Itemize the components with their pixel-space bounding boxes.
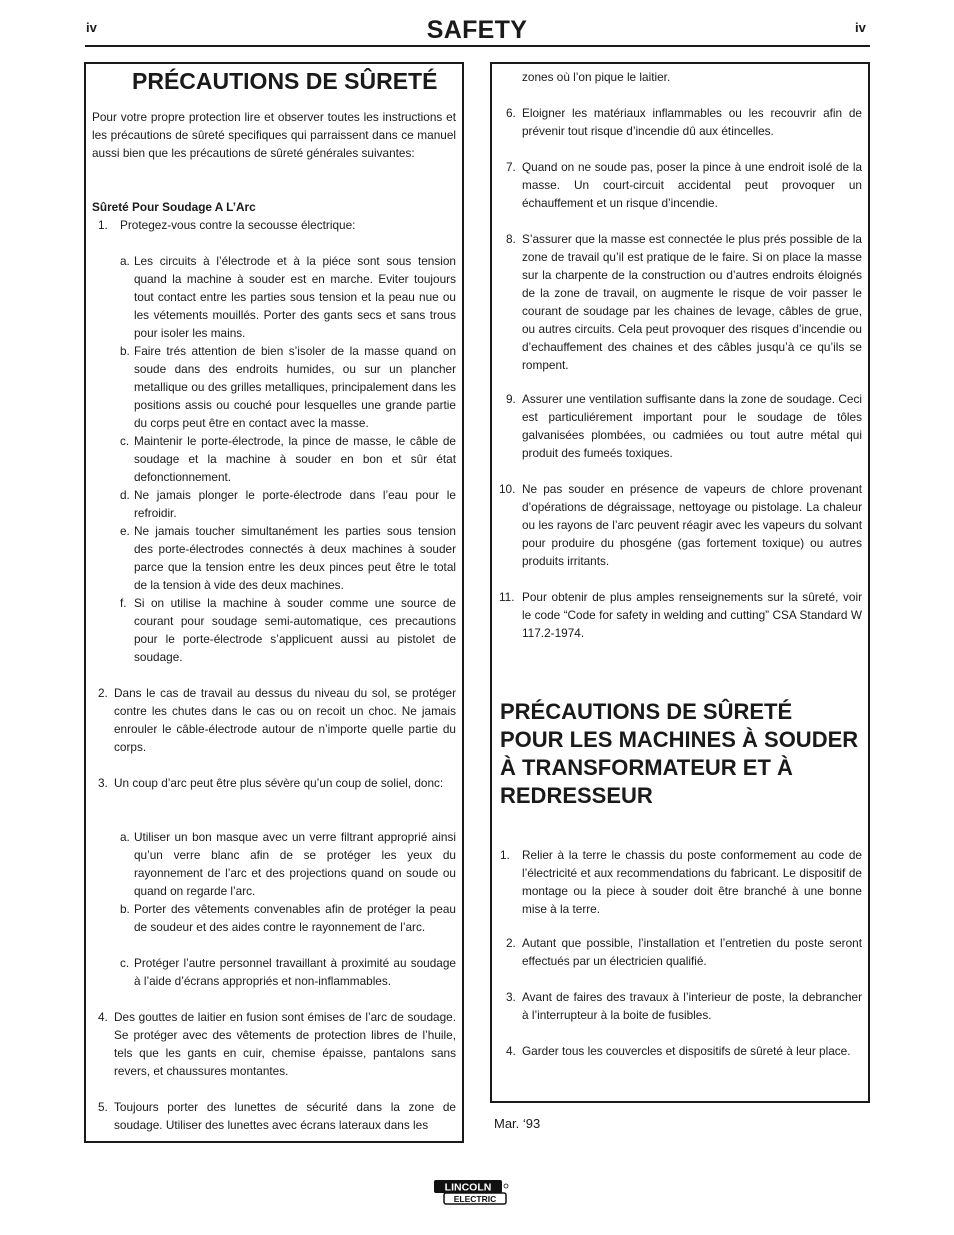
item-text: Toujours porter des lunettes de sécurité dans la zone de soudage. Utiliser des lunettes avec écrans lateraux dans les — [114, 1100, 456, 1132]
arc-welding-subheading: Sûreté Pour Soudage A L’Arc — [92, 200, 256, 214]
item-number: 3. — [98, 776, 108, 790]
item-text: Assurer une ventilation suffisante dans la zone de soudage. Ceci est particuliérement important pour le soudage de tôles galvanisées plombées, ou cadmiées ou tout autre métal qui produit des fumeés toxiques. — [522, 392, 862, 460]
item-text: Quand on ne soude pas, poser la pince à une endroit isolé de la masse. Un court-circuit accidental peut provoquer un échauffement et un risque d’incendie. — [522, 160, 862, 210]
item-letter: d. — [120, 488, 130, 502]
item-text: Protéger l’autre personnel travaillant à proximité au soudage à l’aide d’écrans appropriés et non-inflammables. — [134, 956, 456, 988]
item-text: Porter des vêtements convenables afin de protéger la peau de soudeur et des aides contre le rayonnement de l’arc. — [134, 902, 456, 934]
item-number: 1. — [98, 218, 108, 232]
item-letter: b. — [120, 344, 130, 358]
item-text: Relier à la terre le chassis du poste conformement au code de l’électricité et aux recommendations du fabricant. Le dispositif de montage ou la piece à souder doit être branché à une bonne mise à la terre. — [522, 848, 862, 916]
item-text: Si on utilise la machine à souder comme une source de courant pour soudage semi-automatique, ces precautions pour le porte-électrode s’applicuent aussi au pistolet de soudage. — [134, 596, 456, 664]
right-safety-box — [490, 62, 870, 1103]
item-letter: a. — [120, 830, 130, 844]
header-rule — [85, 45, 870, 47]
item-number: 6. — [506, 106, 516, 120]
item-number: 10. — [499, 482, 516, 496]
revision-date: Mar. ‘93 — [494, 1116, 541, 1131]
intro-paragraph: Pour votre propre protection lire et observer toutes les instructions et les précautions de sûreté specifiques qui parraissent dans ce manuel aussi bien que les précautions de sûreté générales suivantes: — [92, 110, 456, 160]
page-title: SAFETY — [426, 16, 528, 44]
page-number-left: iv — [86, 20, 97, 35]
item-letter: b. — [120, 902, 130, 916]
item-text: Pour obtenir de plus amples renseignements sur la sûreté, voir le code “Code for safety in welding and cutting” CSA Standard W 117.2-1974. — [522, 590, 862, 640]
item-number: 5. — [98, 1100, 108, 1114]
item-text: Des gouttes de laitier en fusion sont émises de l’arc de soudage. Se protéger avec des vêtements de protection libres de l’huile, tels que les gants en cuir, chemise épaisse, pantalons sans revers, et chaussures montantes. — [114, 1010, 456, 1078]
item-text: Ne jamais plonger le porte-électrode dans l’eau pour le refroidir. — [134, 488, 456, 520]
logo-top-text: LINCOLN — [444, 1181, 492, 1194]
right-section-title: PRÉCAUTIONS DE SÛRETÉ POUR LES MACHINES À SOUDER À TRANSFORMATEUR ET À REDRESSEUR — [500, 699, 859, 808]
item-text: Eloigner les matériaux inflammables ou les recouvrir afin de prévenir tout risque d’incendie dû aux étincelles. — [522, 106, 862, 138]
item-number: 9. — [506, 392, 516, 406]
item-text: Protegez-vous contre la secousse électrique: — [120, 218, 356, 232]
item-text: Les circuits à l’électrode et à la piéce sont sous tension quand la machine à souder est en marche. Eviter toujours tout contact entre les parties sous tension et la peau nue ou les vétements mouillés. Porter des gants secs et sans trous pour isoler les mains. — [134, 254, 456, 340]
item-number: 4. — [506, 1044, 516, 1058]
item-number: 3. — [506, 990, 516, 1004]
item-letter: e. — [120, 524, 130, 538]
item-number: 1. — [500, 848, 510, 862]
item-number: 11. — [499, 590, 515, 604]
item-number: 4. — [98, 1010, 108, 1024]
item-number: 7. — [506, 160, 516, 174]
item-letter: a. — [120, 254, 130, 268]
item-text: Autant que possible, l’installation et l’entretien du poste seront effectués par un électricien qualifié. — [522, 936, 862, 968]
item-text: Maintenir le porte-électrode, la pince de masse, le câble de soudage et la machine à souder en bon et sûr état defonctionnement. — [134, 434, 456, 484]
item-5-continuation: zones où l’on pique le laitier. — [522, 70, 671, 84]
item-text: Un coup d’arc peut être plus sévère qu’un coup de soliel, donc: — [114, 776, 444, 790]
item-letter: c. — [120, 956, 130, 970]
logo-bottom-text: ELECTRIC — [453, 1194, 497, 1204]
item-text: Dans le cas de travail au dessus du niveau du sol, se protéger contre les chutes dans le cas ou on recoit un choc. Ne jamais enrouler le câble-électrode autour de n’importe quelle partie du corps. — [114, 686, 456, 754]
item-number: 2. — [98, 686, 108, 700]
page-number-right: iv — [855, 20, 866, 35]
item-number: 2. — [506, 936, 516, 950]
left-section-title: PRÉCAUTIONS DE SÛRETÉ — [132, 68, 438, 94]
item-text: Ne pas souder en présence de vapeurs de chlore provenant d’opérations de dégraissage, nettoyage ou pistolage. La chaleur ou les rayons de l’arc peuvent réagir avec les vapeurs du solvant pour produire du phosgéne (gas fortement toxique) ou autres produits irritants. — [522, 482, 862, 568]
item-text: Avant de faires des travaux à l’interieur de poste, la debrancher à l’interrupteur à la boite de fusibles. — [522, 990, 862, 1022]
item-text: Garder tous les couvercles et dispositifs de sûreté à leur place. — [522, 1044, 851, 1058]
left-safety-box — [84, 62, 464, 1143]
item-text: S’assurer que la masse est connectée le plus prés possible de la zone de travail qu’il est pratique de le faire. Si on place la masse sur la charpente de la construction ou d’autres endroits éloignés de la zone de travail, on augmente le risque de voir passer le courant de soudage par les chaines de levage, câbles de grue, ou autres circuits. Cela peut provoquer des risques d’incendie ou d’echauffement des chaines et des câbles jusqu’à ce qu’ils se rompent. — [522, 232, 862, 372]
lincoln-electric-logo — [433, 1179, 510, 1206]
item-letter: c. — [120, 434, 130, 448]
item-number: 8. — [506, 232, 516, 246]
item-text: Ne jamais toucher simultanément les parties sous tension des porte-électrodes connectés à deux machines à souder parce que la tension entre les deux pinces peut être le total de la tension à vide des deux machines. — [134, 524, 456, 592]
item-text: Faire trés attention de bien s’isoler de la masse quand on soude dans des endroits humides, ou sur un plancher metallique ou des grilles metalliques, principalement dans les positions assis ou couché pour lesquelles une grande partie du corps peut être en contact avec la masse. — [134, 344, 456, 430]
item-letter: f. — [120, 596, 127, 610]
item-text: Utiliser un bon masque avec un verre filtrant approprié ainsi qu’un verre blanc afin de se protéger les yeux du rayonnement de l’arc et des projections quand on soude ou quand on regarde l’arc. — [134, 830, 456, 898]
